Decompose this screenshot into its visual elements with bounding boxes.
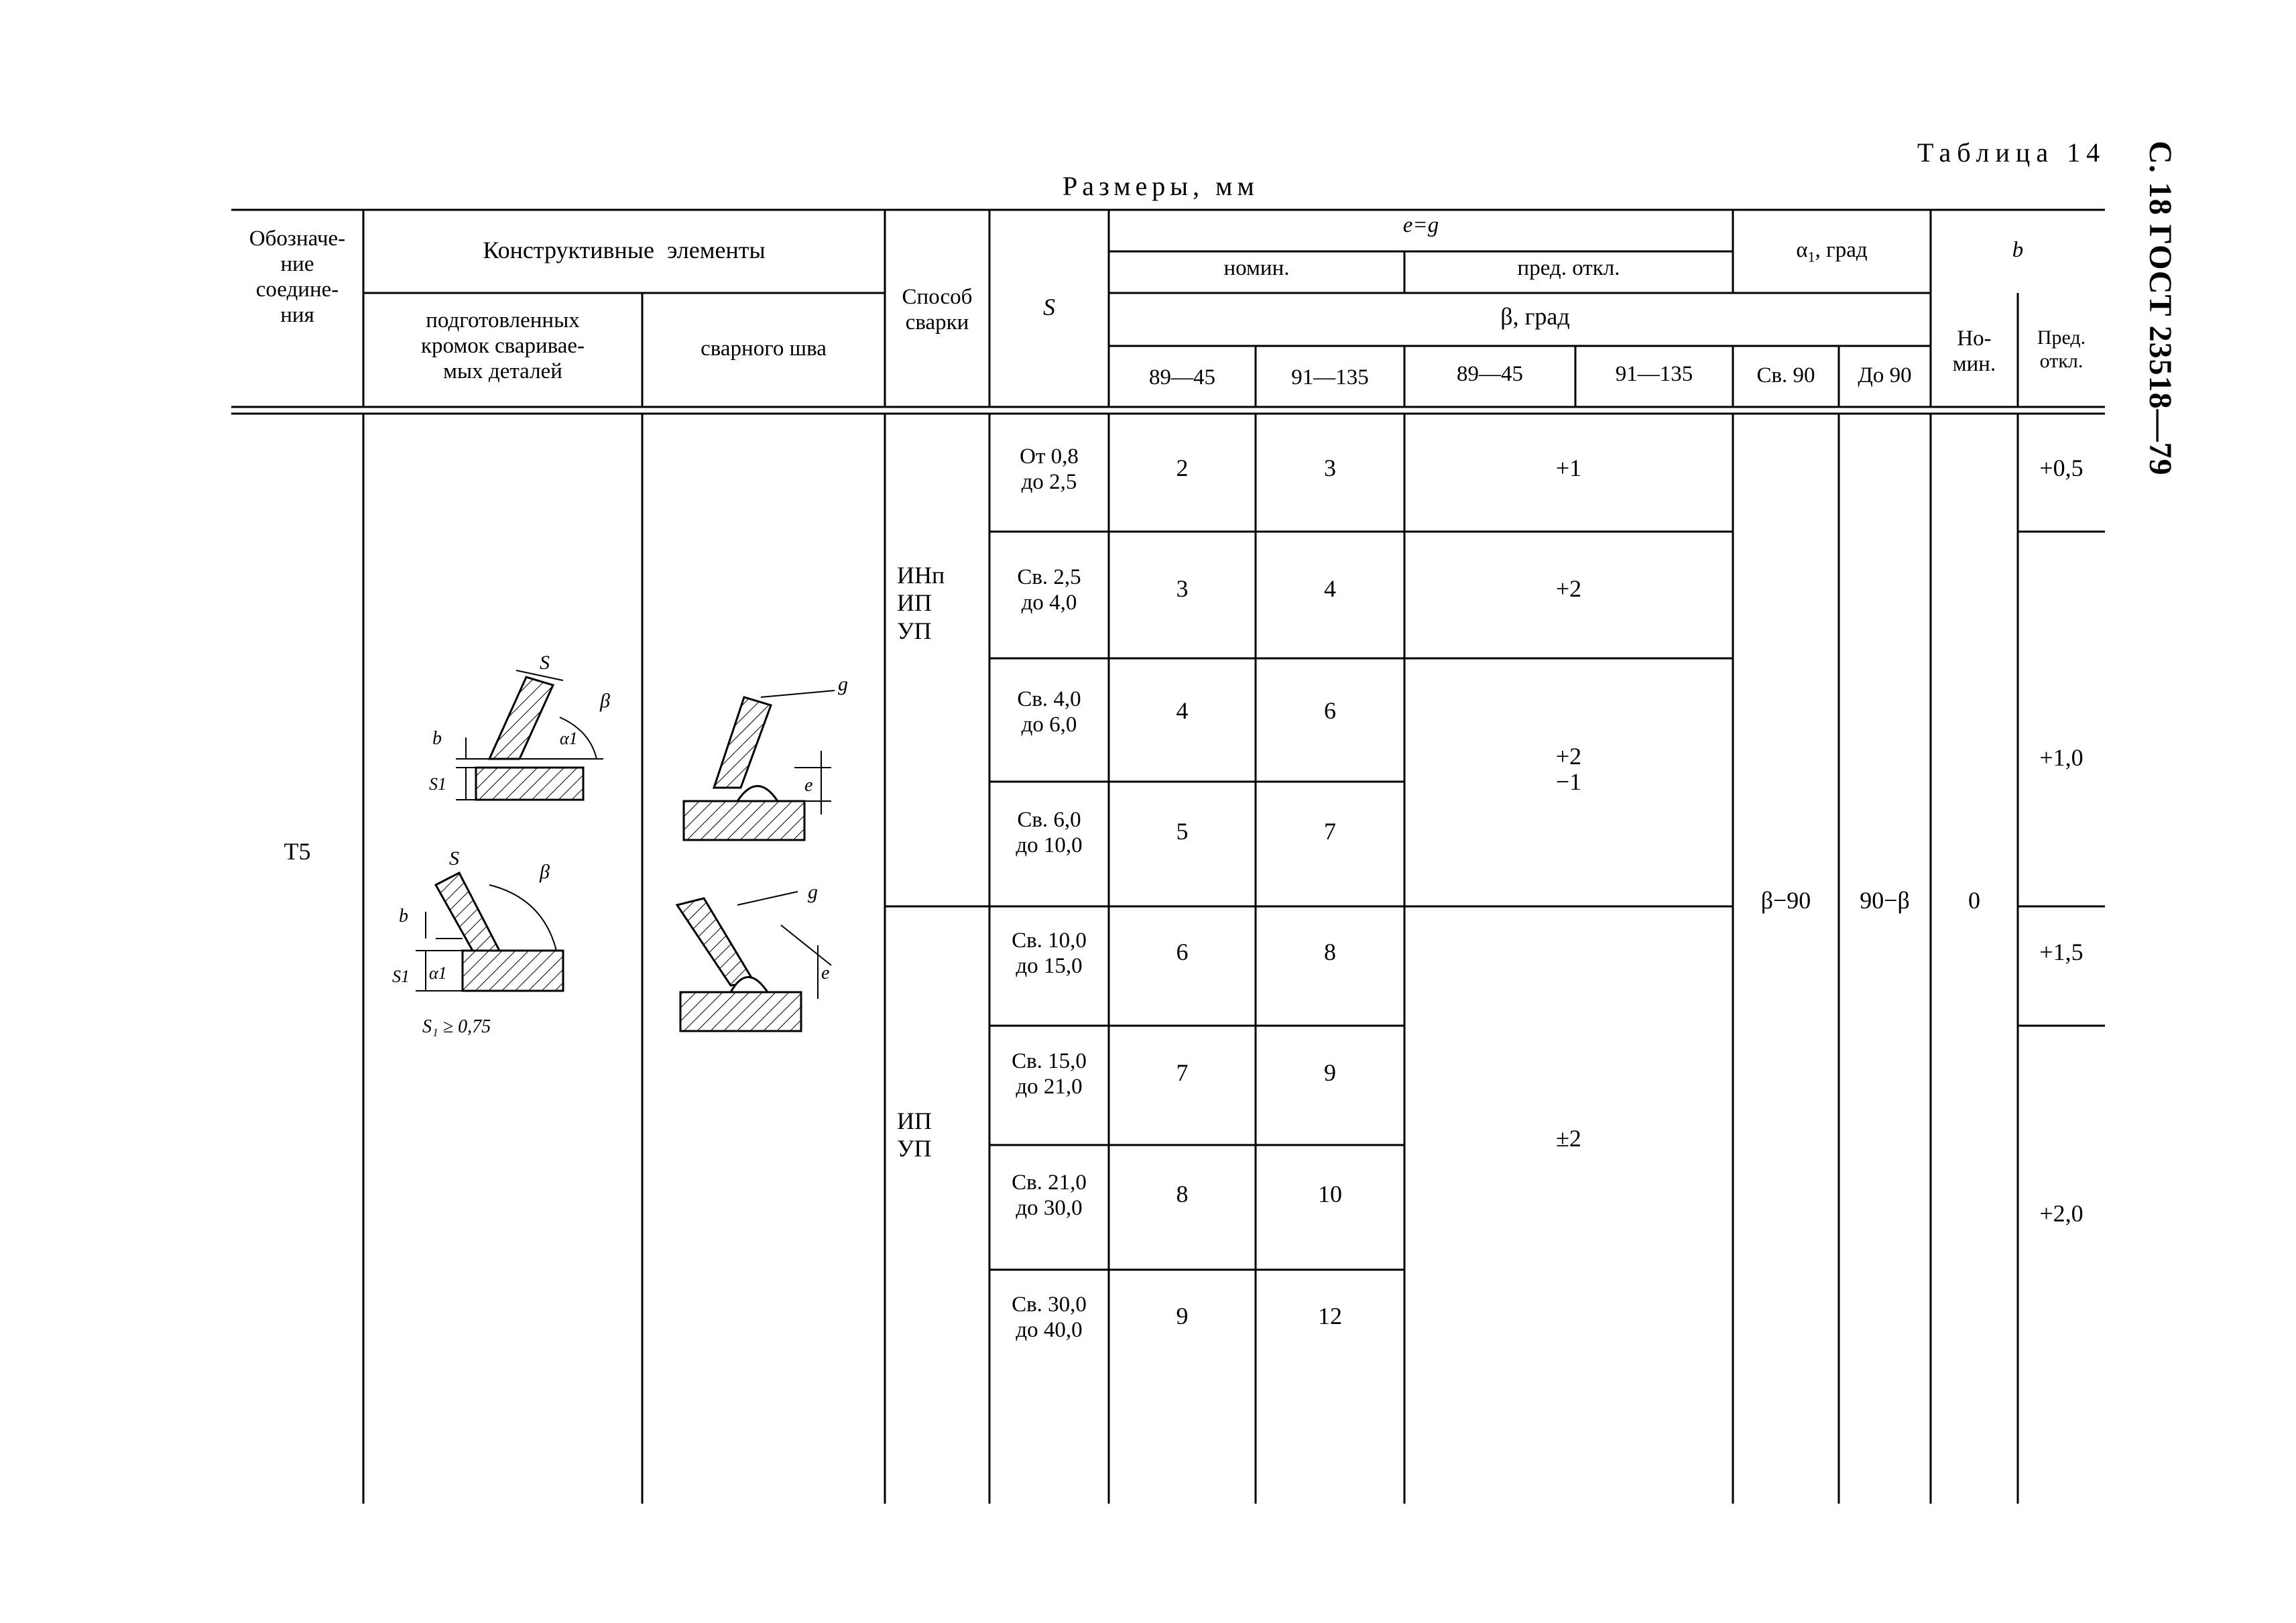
svg-text:α1: α1 [429,963,447,983]
row-s: Св. 15,0 до 21,0 [1012,1049,1087,1099]
svg-text:β: β [600,690,610,712]
row-e-91-135: 9 [1324,1059,1336,1086]
header-welding-method: Способ сварки [902,285,973,335]
alpha-to-90-value: 90−β [1860,887,1910,914]
e-deviation: ±2 [1556,1125,1581,1152]
header-prepared-edges: подготовленных кромок сваривае- мых деталей [420,308,585,383]
joint-designation: Т5 [284,838,311,865]
document-side-title: С. 18 ГОСТ 23518—79 [2142,141,2178,476]
prepared-edges-sketch-1 [409,644,623,818]
prepared-edges-sketch-2 [389,838,617,1046]
header-over-90: Св. 90 [1756,363,1815,387]
row-e-91-135: 6 [1324,697,1336,724]
row-e-91-135: 10 [1318,1181,1342,1207]
row-s: Св. 6,0 до 10,0 [1016,808,1083,857]
dimensions-label: Размеры, мм [1063,171,1259,201]
row-e-89-45: 2 [1176,455,1189,481]
svg-text:b: b [432,728,442,749]
b-deviation: +1,5 [2039,939,2083,965]
header-nominal: номин. [1223,256,1290,280]
svg-text:g: g [838,673,848,695]
svg-text:S1: S1 [429,774,446,794]
row-s: Св. 10,0 до 15,0 [1012,928,1087,978]
header-alpha-deg: $\alpha_1$, град [1796,238,1868,265]
header-structural-elements: Конструктивные элементы [483,237,766,263]
row-s: Св. 21,0 до 30,0 [1012,1170,1087,1220]
row-e-89-45: 7 [1176,1059,1189,1086]
welding-method-group-1: ИНп ИП УП [897,562,945,644]
header-beta-deg: β, град [1500,303,1570,330]
b-deviation: +0,5 [2039,455,2083,481]
svg-text:g: g [808,881,818,903]
weld-seam-sketch-1 [670,670,871,858]
svg-text:e: e [804,775,813,796]
header-weld-seam: сварного шва [701,337,827,361]
svg-text:S1: S1 [392,967,410,986]
row-e-91-135: 12 [1318,1303,1342,1329]
row-s: От 0,8 до 2,5 [1020,444,1079,494]
e-deviation: +2 [1555,575,1582,602]
header-designation: Обозначе- ние соедине- ния [249,227,346,327]
header-limit-deviation: пред. откл. [1517,256,1620,280]
header-to-90: До 90 [1858,363,1912,387]
e-deviation: +1 [1555,455,1582,481]
row-e-91-135: 3 [1324,455,1336,481]
header-e-eq-g: e=g [1402,213,1439,237]
svg-text:b: b [399,906,408,926]
alpha-over-90-value: β−90 [1760,887,1811,914]
row-s: Св. 4,0 до 6,0 [1017,687,1081,737]
header-beta-91-135-dev: 91—135 [1615,362,1693,386]
header-b-nominal: Но- мин. [1952,326,1996,376]
row-s: Св. 2,5 до 4,0 [1017,565,1081,615]
row-e-89-45: 5 [1176,818,1189,845]
svg-text:S: S [540,652,550,674]
svg-text:e: e [821,963,830,983]
header-beta-89-45-dev: 89—45 [1457,362,1523,386]
header-b-deviation: Пред. откл. [2037,326,2086,372]
row-e-89-45: 8 [1176,1181,1189,1207]
e-deviation: +2 −1 [1555,743,1582,795]
svg-text:S₁ ≥ 0,75: S₁ ≥ 0,75 [422,1016,491,1037]
header-beta-89-45: 89—45 [1149,365,1215,389]
row-e-89-45: 9 [1176,1303,1189,1329]
b-deviation: +2,0 [2039,1200,2083,1227]
row-e-89-45: 4 [1176,697,1189,724]
header-beta-91-135: 91—135 [1291,365,1369,389]
weld-seam-sketch-2 [664,878,865,1053]
header-b: b [2012,238,2024,262]
row-e-91-135: 8 [1324,939,1336,965]
b-nominal-value: 0 [1968,887,1980,914]
row-e-89-45: 3 [1176,575,1189,602]
row-s: Св. 30,0 до 40,0 [1012,1293,1087,1342]
header-s: S [1043,294,1055,320]
welding-method-group-2: ИП УП [897,1107,932,1162]
row-e-91-135: 4 [1324,575,1336,602]
row-e-89-45: 6 [1176,939,1189,965]
row-e-91-135: 7 [1324,818,1336,845]
svg-text:S: S [449,847,459,869]
svg-text:α1: α1 [560,729,578,748]
svg-text:β: β [540,861,550,883]
table-number: Таблица 14 [1917,137,2106,168]
b-deviation: +1,0 [2039,744,2083,771]
